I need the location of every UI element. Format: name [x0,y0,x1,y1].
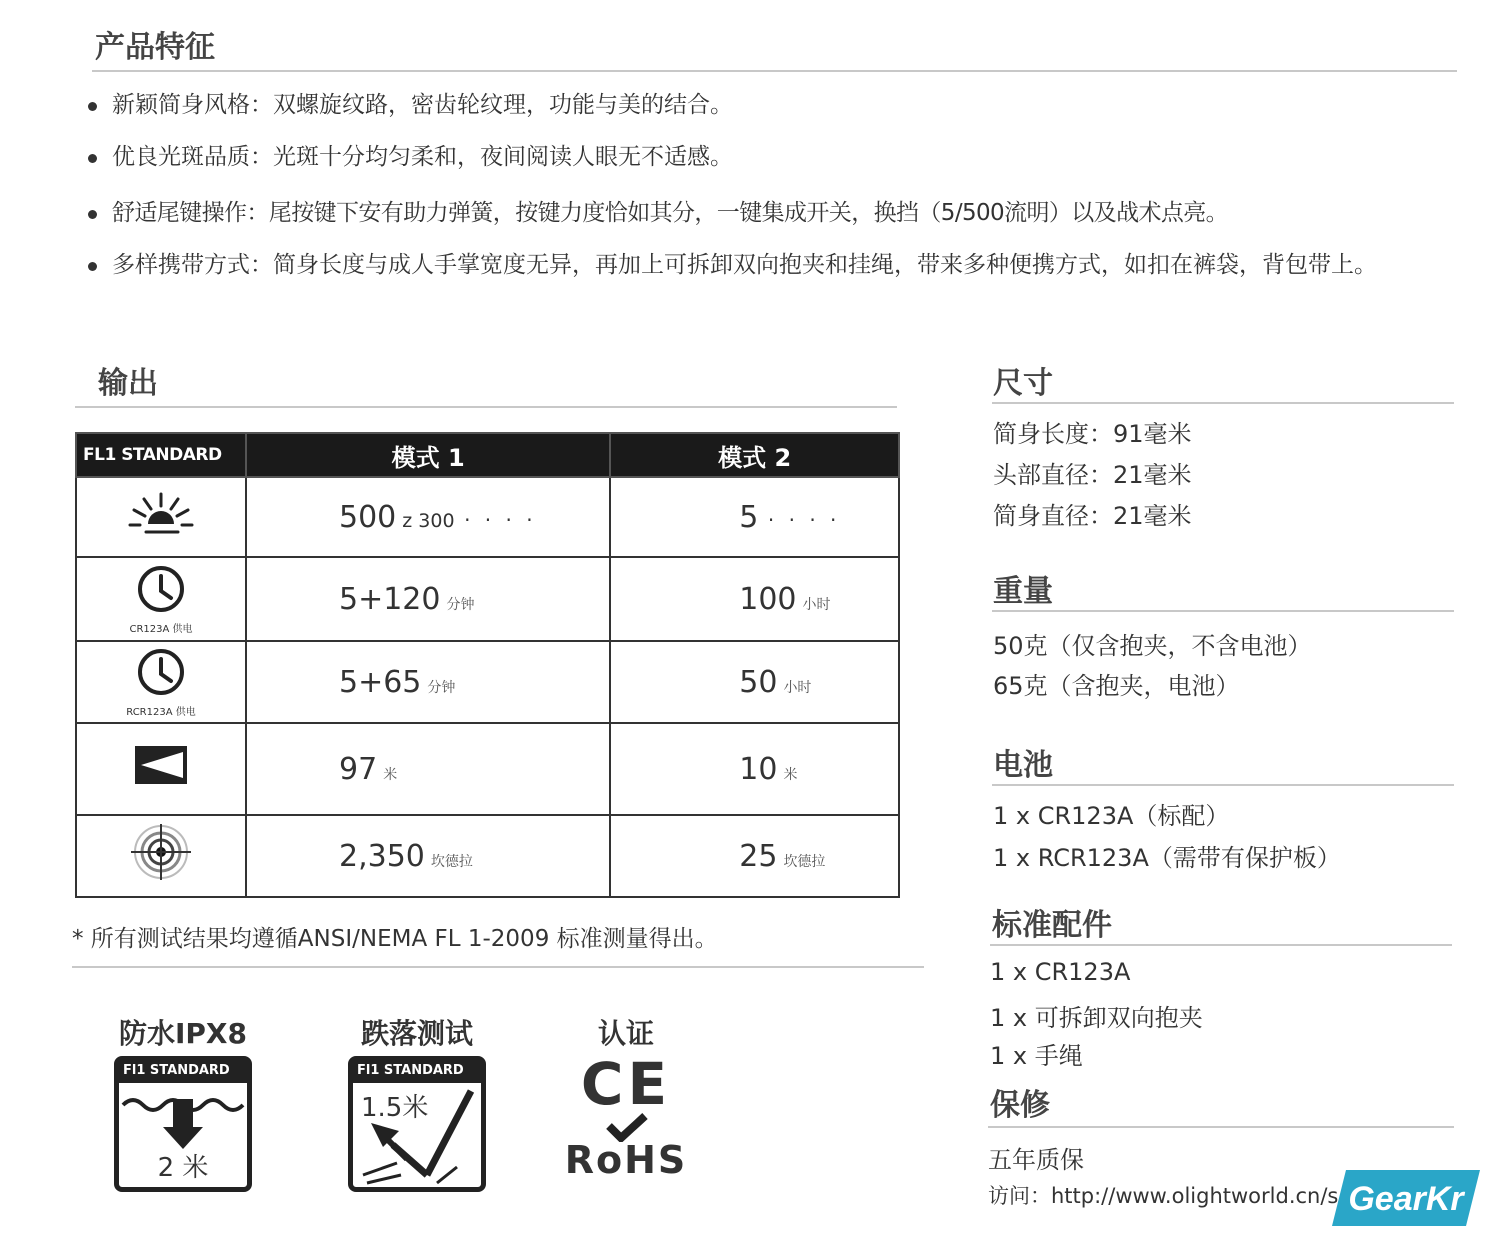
feature-item [88,86,1468,124]
mode1-unit: 坎德拉 [430,853,473,870]
watermark-text: GearKr [1348,1180,1464,1218]
rohs-mark: RoHS [564,1138,688,1182]
feature-text: 舒适尾键操作：尾按键下安有助力弹簧，按键力度恰如其分，一键集成开关，换挡（5/500流明）以及战术点亮。 [112,200,1229,226]
gearkr-watermark-logo [1332,1170,1480,1226]
certification-cert [556,1012,696,1182]
drop-test-badge [348,1056,486,1192]
visit-link[interactable]: 访问：http://www.olightworld.cn/s [988,1184,1339,1208]
mode2-dots: · · · · [767,507,841,532]
row-icon-cell [76,557,246,641]
weight-title: 重量 [993,574,1053,609]
weight-divider [992,610,1454,612]
mode2-unit: 坎德拉 [783,853,826,870]
features-divider [92,70,1457,72]
mode1-value: 500 [339,499,397,535]
drop-impact-icon [353,1083,481,1189]
battery-divider [992,784,1454,786]
light-burst-icon [126,488,196,538]
clock-icon [134,647,188,697]
mode1-value: 5+65 [339,664,422,700]
table-header-row [76,433,899,477]
weight-line: 65克（含抱夹，电池） [993,672,1240,700]
badge-standard-label: Fl1 STANDARD [119,1061,247,1083]
size-line: 简身长度：91毫米 [993,420,1192,448]
waterproof-badge [114,1056,252,1192]
battery-title: 电池 [993,748,1053,783]
bullet-icon [88,102,97,111]
mode2-unit: 小时 [802,596,831,613]
mode1-unit: 分钟 [427,679,456,696]
feature-text: 优良光斑品质：光斑十分均匀柔和，夜间阅读人眼无不适感。 [112,144,733,170]
mode1-cell [246,723,610,815]
accessories-title: 标准配件 [992,908,1112,943]
row-icon-cell [76,477,246,557]
waterproof-icon [119,1083,247,1153]
mode2-cell [610,723,899,815]
table-row [76,477,899,557]
mode2-cell [610,641,899,723]
drop-test-cert [342,1012,492,1192]
mode2-cell [610,557,899,641]
size-title: 尺寸 [993,366,1053,401]
size-divider [992,402,1454,404]
battery-line: 1 x CR123A（标配） [993,802,1230,830]
certification-title: 认证 [597,1017,654,1050]
accessories-divider [990,944,1452,946]
drop-test-title: 跌落测试 [360,1017,473,1050]
feature-item [88,246,1468,284]
mode1-cell [246,557,610,641]
weight-line: 50克（仅含抱夹，不含电池） [993,632,1312,660]
target-intensity-icon [128,822,194,882]
table-row [76,815,899,897]
mode1-dots: · · · · [464,507,537,532]
standard-header: FL1 STANDARD [76,433,246,477]
features-title: 产品特征 [95,30,215,65]
output-divider [75,406,897,408]
table-row [76,641,899,723]
icon-caption: RCR123A 供电 [126,706,196,718]
ce-mark: CE [580,1050,672,1118]
mode1-value: 2,350 [339,838,425,874]
mode2-value: 25 [739,838,778,874]
mode2-value: 10 [739,751,778,787]
row-icon-cell [76,815,246,897]
accessory-line: 1 x 手绳 [990,1042,1083,1070]
mode1-unit: 米 [383,766,398,783]
beam-distance-icon [133,744,189,786]
warranty-divider [988,1126,1454,1128]
icon-caption: CR123A 供电 [129,623,193,635]
row-icon-cell [76,641,246,723]
waterproof-cert [108,1012,258,1192]
drop-height: 1.5米 [361,1093,429,1123]
output-table [75,432,900,898]
mode1-cell [246,477,610,557]
accessory-line: 1 x 可拆卸双向抱夹 [990,1004,1203,1032]
table-row [76,723,899,815]
bullet-icon [88,262,97,271]
feature-item [88,138,1468,176]
warranty-text: 五年质保 [988,1146,1084,1174]
mode2-header: 模式 2 [610,433,899,477]
battery-line: 1 x RCR123A（需带有保护板） [993,844,1341,872]
bullet-icon [88,210,97,219]
warranty-title: 保修 [990,1088,1050,1123]
mode2-unit: 小时 [783,679,812,696]
feature-text: 新颖简身风格：双螺旋纹路，密齿轮纹理，功能与美的结合。 [112,92,733,118]
clock-icon [134,564,188,614]
note-divider [72,966,924,968]
mode1-value: 5+120 [339,581,441,617]
badge-standard-label: Fl1 STANDARD [353,1061,481,1083]
size-line: 头部直径：21毫米 [993,461,1192,489]
mode2-value: 5 [739,499,759,535]
mode1-cell [246,815,610,897]
mode2-value: 50 [739,664,778,700]
mode1-value: 97 [339,751,378,787]
accessory-line: 1 x CR123A [990,958,1131,986]
feature-list [88,86,1468,284]
mode1-unit: 分钟 [446,596,475,613]
feature-item [88,194,1468,232]
size-line: 简身直径：21毫米 [993,502,1192,530]
mode1-cell [246,641,610,723]
mode1-header: 模式 1 [246,433,610,477]
output-title: 输出 [98,366,158,401]
test-note: * 所有测试结果均遵循ANSI/NEMA FL 1-2009 标准测量得出。 [72,926,718,952]
mode2-cell [610,477,899,557]
mode2-unit: 米 [783,766,798,783]
mode2-cell [610,815,899,897]
waterproof-title: 防水IPX8 [118,1017,247,1050]
row-icon-cell [76,723,246,815]
waterproof-depth: 2 米 [157,1153,209,1183]
table-row [76,557,899,641]
feature-text: 多样携带方式：简身长度与成人手掌宽度无异，再加上可拆卸双向抱夹和挂绳，带来多种便携方式，如扣在裤袋，背包带上。 [112,252,1377,278]
mode1-sub-value: z 300 [402,509,455,532]
mode2-value: 100 [739,581,797,617]
bullet-icon [88,154,97,163]
